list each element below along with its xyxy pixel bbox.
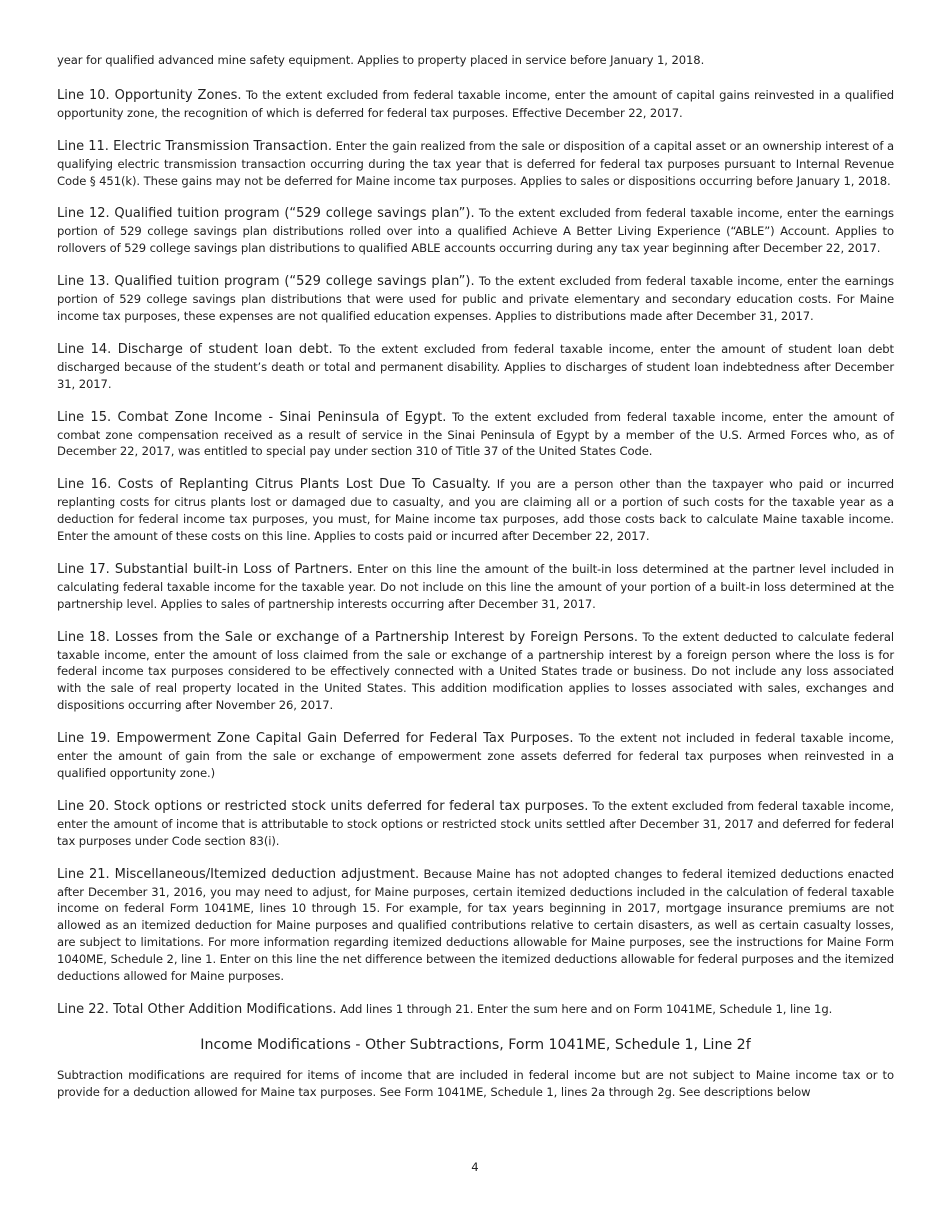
- line-17-heading: Line 17. Substantial built-in Loss of Partners.: [57, 561, 353, 577]
- line-19-text: To the extent not included in federal taxable income, enter the amount of gain from the sale or exchange of empowerment zone assets deferred for federal tax purposes when reinvested in a qualified opportunity zone.): [57, 731, 894, 780]
- line-12-heading: Line 12. Qualified tuition program (“529 college savings plan”).: [57, 206, 475, 222]
- line-21-text: Because Maine has not adopted changes to federal itemized deductions enacted after December 31, 2016, you may need to adjust, for Maine purposes, certain itemized deductions included in the calculation of federal taxable income on federal Form 1041ME, lines 10 through 15. For example, for tax years beginning in 2017, mortgage insurance premiums are not allowed as an itemized deduction for Maine purposes and qualified contributions relative to certain disasters, as well as certain casualty losses, are subject to limitations. For more information regarding itemized deductions allowable for Maine purposes, see the instructions for Maine Form 1040ME, Schedule 2, line 1. Enter on this line the net difference between the itemized deductions allowable for federal purposes and the itemized deductions allowed for Maine purposes.: [57, 866, 894, 984]
- line-12-text: To the extent excluded from federal taxable income, enter the earnings portion of 529 college savings plan distributions rolled over into a qualified Achieve A Better Living Experience (“ABLE”) Account. Applies to rollovers of 529 college savings plan distributions to qualified ABLE accounts occurring during any tax year beginning after December 22, 2017.: [57, 206, 894, 256]
- section-heading: Income Modifications - Other Subtractions, Form 1041ME, Schedule 1, Line 2f: [200, 1036, 751, 1053]
- line-16-text: If you are a person other than the taxpayer who paid or incurred replanting costs for citrus plants lost or damaged due to casualty, and you are claiming all or a portion of such costs for the taxable year as a deduction for federal income tax purposes, you must, for Maine income tax purposes, add those costs back to calculate Maine taxable income. Enter the amount of these costs on this line. Applies to costs paid or incurred after December 22, 2017.: [57, 477, 895, 544]
- line-15-heading: Line 15. Combat Zone Income - Sinai Peninsula of Egypt.: [57, 409, 447, 425]
- line-22-heading: Line 22. Total Other Addition Modifications.: [57, 1001, 337, 1017]
- document-page: [57, 52, 894, 1117]
- subtraction-intro-paragraph: Subtraction modifications are required for items of income that are included in federal income but are not subject to Maine income tax or to provide for a deduction allowed for Maine tax purposes. See Form 1041ME, Schedule 1, lines 2a through 2g. See descriptions below: [57, 1067, 894, 1099]
- line-16-heading: Line 16. Costs of Replanting Citrus Plants Lost Due To Casualty.: [57, 477, 491, 493]
- line-22-paragraph: [57, 1001, 894, 1019]
- line-10-text: To the extent excluded from federal taxable income, enter the amount of capital gains reinvested in a qualified opportunity zone, the recognition of which is deferred for federal tax purposes. Effective December 22, 2017.: [57, 87, 894, 120]
- line-11-heading: Line 11. Electric Transmission Transaction.: [57, 138, 333, 154]
- line-15-text: To the extent excluded from federal taxable income, enter the amount of combat zone compensation received as a result of service in the Sinai Peninsula of Egypt by a member of the U.S. Armed Forces who, as of December 22, 2017, was entitled to special pay under section 310 of Title 37 of the United States Code.: [57, 409, 894, 459]
- line-14-text: To the extent excluded from federal taxable income, enter the amount of student loan debt discharged because of the student’s death or total and permanent disability. Applies to discharges of student loan indebtedness after December 31, 2017.: [57, 341, 895, 391]
- line-21-paragraph: [57, 866, 894, 985]
- line-14-heading: Line 14. Discharge of student loan debt.: [57, 341, 333, 357]
- line-19-paragraph: [57, 730, 894, 782]
- line-10-paragraph: [57, 87, 894, 122]
- line-17-text: Enter on this line the amount of the built-in loss determined at the partner level included in calculating federal taxable income for the taxable year. Do not include on this line the amount of your portion of a built-in loss determined at the partnership level. Applies to sales of partnership interests occurring after December 31, 2017.: [57, 561, 894, 611]
- line-10-heading: Line 10. Opportunity Zones.: [57, 87, 242, 103]
- line-22-text: Add lines 1 through 21. Enter the sum here and on Form 1041ME, Schedule 1, line 1g.: [336, 1001, 833, 1016]
- line-13-heading: Line 13. Qualified tuition program (“529 college savings plan”).: [57, 274, 475, 290]
- line-20-text: To the extent excluded from federal taxable income, enter the amount of income that is attributable to stock options or restricted stock units settled after December 31, 2017 and deferred for federal tax purposes under Code section 83(i).: [57, 798, 895, 848]
- line-13-text: To the extent excluded from federal taxable income, enter the earnings portion of 529 college savings plan distributions that were used for public and private elementary and secondary education costs. For Maine income tax purposes, these expenses are not qualified education expenses. Applies to distributions made after December 31, 2017.: [57, 274, 894, 323]
- line-20-heading: Line 20. Stock options or restricted stock units deferred for federal tax purposes.: [57, 798, 589, 814]
- line-17-paragraph: [57, 561, 894, 613]
- line-14-paragraph: [57, 341, 894, 393]
- line-18-text: To the extent deducted to calculate federal taxable income, enter the amount of loss claimed from the sale or exchange of a partnership interest by a foreign person where the loss is for federal income tax purposes considered to be effectively connected with a United States trade or business. Do not include any loss associated with the sale of real property located in the United States. This addition modification applies to losses associated with sales, exchanges and dispositions occurring after November 26, 2017.: [57, 629, 894, 713]
- line-16-paragraph: [57, 476, 894, 545]
- line-11-paragraph: [57, 138, 894, 190]
- page-number: 4: [471, 1160, 479, 1174]
- line-21-heading: Line 21. Miscellaneous/Itemized deduction adjustment.: [57, 866, 420, 882]
- line-13-paragraph: [57, 273, 894, 325]
- line-18-paragraph: [57, 629, 894, 715]
- line-12-paragraph: [57, 205, 894, 257]
- line-18-heading: Line 18. Losses from the Sale or exchange of a Partnership Interest by Foreign Persons.: [57, 629, 639, 645]
- line-15-paragraph: [57, 409, 894, 461]
- intro-paragraph: year for qualified advanced mine safety equipment. Applies to property placed in service before January 1, 2018.: [57, 53, 705, 67]
- line-20-paragraph: [57, 798, 894, 850]
- line-19-heading: Line 19. Empowerment Zone Capital Gain Deferred for Federal Tax Purposes.: [57, 731, 574, 747]
- line-11-text: Enter the gain realized from the sale or disposition of a capital asset or an ownership interest of a qualifying electric transmission transaction occurring during the tax year that is deferred for federal tax purposes pursuant to Internal Revenue Code § 451(k). These gains may not be deferred for Maine income tax purposes. Applies to sales or dispositions occurring before January 1, 2018.: [57, 138, 894, 188]
